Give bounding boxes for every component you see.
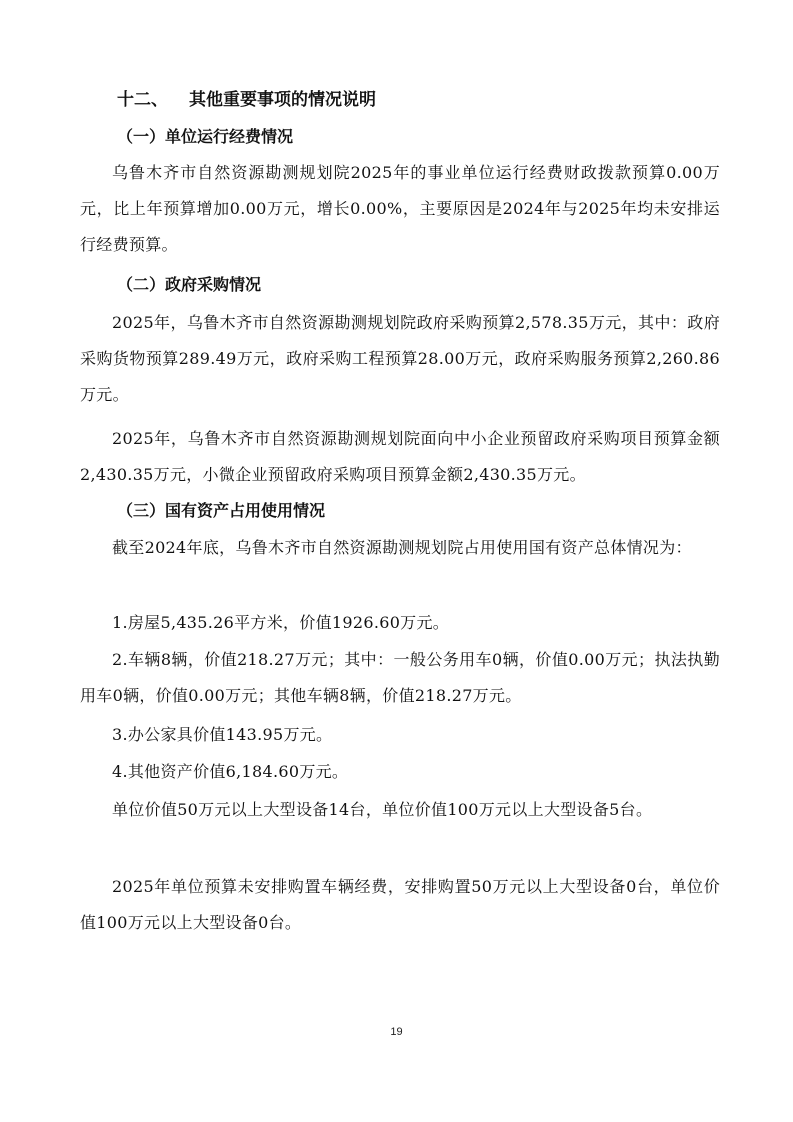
paragraph-sme-reservation: 2025年，乌鲁木齐市自然资源勘测规划院面向中小企业预留政府采购项目预算金额2,430.35万元，小微企业预留政府采购项目预算金额2,430.35万元。 (80, 429, 720, 484)
list-item-furniture: 3.办公家具价值143.95万元。 (112, 725, 333, 744)
paragraph-purchase-plan: 2025年单位预算未安排购置车辆经费，安排购置50万元以上大型设备0台，单位价值100万元以上大型设备0台。 (80, 877, 720, 932)
paragraph-assets-intro: 截至2024年底，乌鲁木齐市自然资源勘测规划院占用使用国有资产总体情况为： (112, 538, 692, 557)
paragraph-procurement-budget: 2025年，乌鲁木齐市自然资源勘测规划院政府采购预算2,578.35万元，其中：政府采购货物预算289.49万元，政府采购工程预算28.00万元，政府采购服务预算2,260.86万元。 (80, 313, 720, 404)
section-number: 十二、 (117, 90, 168, 110)
section-title: 其他重要事项的情况说明 (189, 90, 376, 110)
list-item-buildings: 1.房屋5,435.26平方米，价值1926.60万元。 (112, 613, 450, 632)
list-item-vehicles: 2.车辆8辆，价值218.27万元；其中：一般公务用车0辆，价值0.00万元；执法执勤用车0辆，价值0.00万元；其他车辆8辆，价值218.27万元。 (80, 650, 720, 705)
paragraph-large-equipment: 单位价值50万元以上大型设备14台，单位价值100万元以上大型设备5台。 (112, 800, 653, 819)
page-number: 19 (390, 1026, 403, 1038)
subsection-heading-3: （三）国有资产占用使用情况 (117, 501, 326, 520)
subsection-heading-1: （一）单位运行经费情况 (117, 127, 294, 146)
section-heading (117, 88, 717, 112)
paragraph-operating-funds: 乌鲁木齐市自然资源勘测规划院2025年的事业单位运行经费财政拨款预算0.00万元，比上年预算增加0.00万元，增长0.00%，主要原因是2024年与2025年均未安排运行经费预算。 (80, 163, 720, 254)
list-item-other-assets: 4.其他资产价值6,184.60万元。 (112, 762, 349, 781)
subsection-heading-2: （二）政府采购情况 (117, 275, 262, 294)
